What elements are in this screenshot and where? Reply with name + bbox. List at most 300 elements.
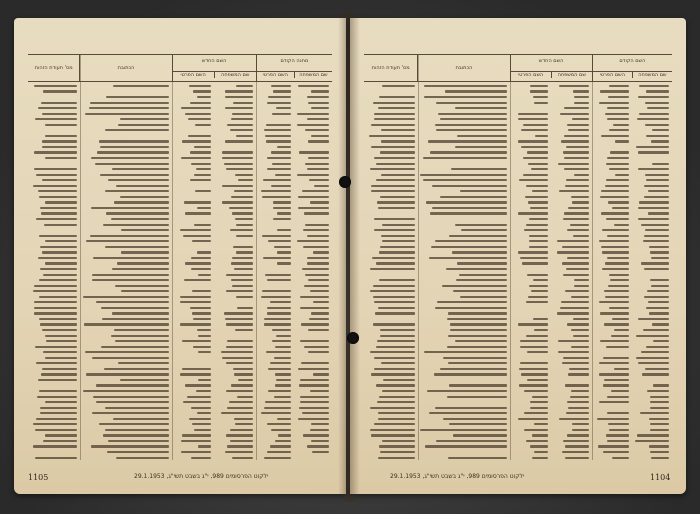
text-line [96,401,169,403]
table-cell [214,457,256,459]
text-line [86,240,169,242]
text-line [185,384,211,386]
table-cell [294,323,332,325]
text-line [574,96,589,98]
table-row [28,128,332,132]
text-line [646,179,669,181]
text-line [190,102,211,104]
text-line [607,257,629,259]
table-cell [80,274,172,276]
table-cell [256,296,294,298]
text-line [638,151,669,153]
table-cell [214,346,256,348]
text-line [607,235,629,237]
table-cell [632,229,672,231]
table-row [28,295,332,299]
table-cell [510,235,551,237]
text-line [38,379,77,381]
text-line [311,312,329,314]
table-cell [80,140,172,142]
table-cell [294,379,332,381]
table-cell [214,362,256,364]
text-line [639,113,669,115]
table-row [364,334,672,338]
table-cell [418,296,510,298]
table-cell [256,445,294,447]
table-cell [364,323,418,325]
table-cell [632,318,672,320]
text-line [455,224,507,226]
table-cell [294,96,332,98]
table-cell [418,390,510,392]
table-cell [364,235,418,237]
table-cell [592,340,632,342]
table-row [28,256,332,260]
table-cell [256,107,294,109]
text-line [567,323,589,325]
table-cell [418,440,510,442]
table-cell [256,346,294,348]
table-cell [632,407,672,409]
text-line [272,163,291,165]
table-cell [510,135,551,137]
table-cell [632,129,672,131]
text-line [602,268,629,270]
table-cell [214,151,256,153]
table-cell [418,396,510,398]
table-row [28,262,332,266]
table-cell [510,85,551,87]
text-line [43,274,77,276]
table-cell [592,390,632,392]
table-cell [418,301,510,303]
text-line [608,285,629,287]
table-cell [80,224,172,226]
table-cell [294,445,332,447]
table-cell [551,412,592,414]
table-row [364,345,672,349]
table-row [28,323,332,327]
table-cell [294,102,332,104]
table-cell [418,434,510,436]
text-line [276,107,291,109]
table-cell [172,346,214,348]
table-cell [28,118,80,120]
table-cell [172,445,214,447]
text-line [378,107,415,109]
table-cell [214,285,256,287]
text-line [652,163,669,165]
text-line [272,113,291,115]
text-line [573,90,589,92]
table-cell [418,307,510,309]
table-cell [510,451,551,453]
table-cell [632,124,672,126]
text-line [307,262,329,264]
table-cell [551,163,592,165]
text-line [437,301,507,303]
text-line [562,262,589,264]
table-cell [294,390,332,392]
text-line [191,257,211,259]
table-cell [551,285,592,287]
text-line [600,312,629,314]
text-line [112,268,169,270]
text-line [520,362,548,364]
table-cell [28,390,80,392]
table-row [28,162,332,166]
table-cell [172,390,214,392]
table-cell [418,85,510,87]
text-line [233,368,253,370]
text-line [42,146,77,148]
table-row [28,184,332,188]
table-cell [510,179,551,181]
table-cell [172,113,214,115]
table-row [28,311,332,315]
text-line [230,229,253,231]
text-line [187,396,211,398]
table-cell [172,329,214,331]
table-cell [294,140,332,142]
table-cell [172,440,214,442]
header-address [417,55,509,81]
text-line [268,368,291,370]
text-line [644,268,669,270]
table-cell [632,163,672,165]
text-line [222,157,253,159]
table-cell [256,357,294,359]
text-line [100,174,169,176]
text-line [457,135,507,137]
text-line [44,224,77,226]
table-cell [551,373,592,375]
table-cell [294,246,332,248]
text-line [194,224,211,226]
table-cell [172,268,214,270]
table-cell [418,274,510,276]
text-line [560,307,589,309]
text-line [39,279,77,281]
text-line [435,407,507,409]
table-cell [632,396,672,398]
text-line [298,207,329,209]
table-cell [172,262,214,264]
table-row [364,278,672,282]
table-cell [214,384,256,386]
text-line [601,135,629,137]
table-cell [592,335,632,337]
text-line [649,445,669,447]
text-line [274,246,291,248]
text-line [307,168,329,170]
table-cell [80,318,172,320]
text-line [227,340,253,342]
text-line [557,240,589,242]
table-cell [80,335,172,337]
table-cell [256,157,294,159]
table-cell [214,368,256,370]
table-cell [551,274,592,276]
text-line [378,412,415,414]
table-cell [364,190,418,192]
left-page-table-header [28,54,332,82]
table-row [364,295,672,299]
text-line [652,129,669,131]
text-line [528,163,548,165]
table-row [364,317,672,321]
text-line [236,85,253,87]
text-line [614,224,629,226]
table-cell [364,240,418,242]
text-line [267,168,291,170]
table-row [364,145,672,149]
table-cell [364,340,418,342]
text-line [374,301,415,303]
table-cell [80,151,172,153]
table-cell [510,279,551,281]
table-cell [294,279,332,281]
table-cell [418,118,510,120]
table-cell [294,384,332,386]
table-cell [214,451,256,453]
table-row [28,123,332,127]
table-cell [592,102,632,104]
table-row [364,228,672,232]
text-line [383,379,415,381]
text-line [181,157,211,159]
text-line [104,368,169,370]
text-line [231,262,253,264]
table-cell [510,102,551,104]
table-cell [256,240,294,242]
text-line [420,429,507,431]
table-cell [28,379,80,381]
table-cell [364,257,418,259]
text-line [610,279,629,281]
table-cell [256,440,294,442]
table-cell [551,240,592,242]
text-line [185,113,211,115]
table-cell [214,163,256,165]
text-line [264,457,291,459]
table-row [28,339,332,343]
text-line [193,318,211,320]
text-line [651,257,669,259]
table-cell [28,307,80,309]
table-cell [364,301,418,303]
table-cell [256,451,294,453]
text-line [105,407,169,409]
text-line [606,346,629,348]
text-line [307,118,329,120]
table-cell [551,179,592,181]
text-line [92,279,169,281]
table-cell [418,196,510,198]
text-line [194,429,211,431]
table-cell [592,312,632,314]
text-line [377,401,415,403]
table-cell [256,323,294,325]
table-cell [214,307,256,309]
table-cell [294,307,332,309]
table-cell [28,285,80,287]
table-cell [551,185,592,187]
text-line [302,190,329,192]
text-line [430,212,507,214]
table-cell [172,135,214,137]
text-line [237,396,253,398]
text-line [261,190,291,192]
table-cell [256,418,294,420]
text-line [534,451,548,453]
table-cell [364,423,418,425]
header-address-label: הכתובת [455,65,473,71]
table-row [28,417,332,421]
table-row [28,217,332,221]
text-line [570,396,589,398]
table-row [28,278,332,282]
text-line [636,357,669,359]
text-line [431,246,507,248]
text-line [182,140,211,142]
text-line [569,368,589,370]
table-cell [28,218,80,220]
text-line [192,290,211,292]
table-cell [418,235,510,237]
table-cell [214,396,256,398]
table-cell [172,296,214,298]
text-line [603,357,629,359]
text-line [564,107,589,109]
table-cell [592,318,632,320]
table-cell [364,124,418,126]
text-line [297,174,329,176]
text-line [314,185,329,187]
text-line [649,246,669,248]
text-line [564,157,589,159]
table-cell [172,163,214,165]
header-new-name-label: השם החדש [201,58,227,65]
table-cell [592,218,632,220]
table-cell [592,240,632,242]
table-cell [632,457,672,459]
table-cell [28,85,80,87]
table-cell [80,85,172,87]
table-cell [364,118,418,120]
text-line [106,212,169,214]
text-line [571,390,589,392]
table-cell [364,307,418,309]
text-line [373,323,415,325]
table-cell [551,296,592,298]
table-cell [256,390,294,392]
table-cell [28,246,80,248]
table-cell [172,351,214,353]
table-cell [510,457,551,459]
table-row [28,300,332,304]
table-cell [364,357,418,359]
text-line [198,335,211,337]
table-row [28,95,332,99]
table-row [364,378,672,382]
text-line [45,157,77,159]
text-line [297,124,329,126]
text-line [563,274,589,276]
table-cell [28,329,80,331]
table-cell [28,445,80,447]
text-line [597,418,629,420]
text-line [300,379,329,381]
table-cell [632,323,672,325]
text-line [650,401,669,403]
table-cell [172,434,214,436]
table-cell [510,257,551,259]
table-cell [551,246,592,248]
text-line [268,390,291,392]
text-line [197,412,211,414]
table-cell [592,185,632,187]
text-line [563,218,589,220]
table-cell [28,168,80,170]
text-line [426,201,507,203]
table-cell [80,118,172,120]
text-line [40,246,77,248]
table-cell [364,434,418,436]
text-line [647,290,669,292]
text-line [99,423,169,425]
table-cell [510,262,551,264]
table-cell [256,262,294,264]
text-line [449,384,507,386]
table-cell [172,401,214,403]
table-cell [80,235,172,237]
text-line [532,457,548,459]
table-cell [632,196,672,198]
table-cell [294,318,332,320]
text-line [99,140,169,142]
text-line [381,140,415,142]
table-cell [172,323,214,325]
table-cell [418,290,510,292]
text-line [372,257,415,259]
table-cell [418,201,510,203]
text-line [638,218,669,220]
text-line [224,163,253,165]
text-line [277,418,291,420]
table-row [28,189,332,193]
text-line [567,257,589,259]
text-line [529,218,548,220]
table-cell [294,196,332,198]
table-cell [80,201,172,203]
text-line [518,140,548,142]
header-id-number-label: מס' תעודת הזהות [371,65,410,71]
table-row [28,151,332,155]
text-line [523,174,548,176]
table-cell [510,407,551,409]
text-line [529,240,548,242]
table-cell [28,423,80,425]
text-line [380,451,415,453]
table-cell [510,201,551,203]
table-row [364,95,672,99]
text-line [423,157,507,159]
table-row [364,189,672,193]
table-cell [632,262,672,264]
table-cell [510,340,551,342]
text-line [226,390,253,392]
